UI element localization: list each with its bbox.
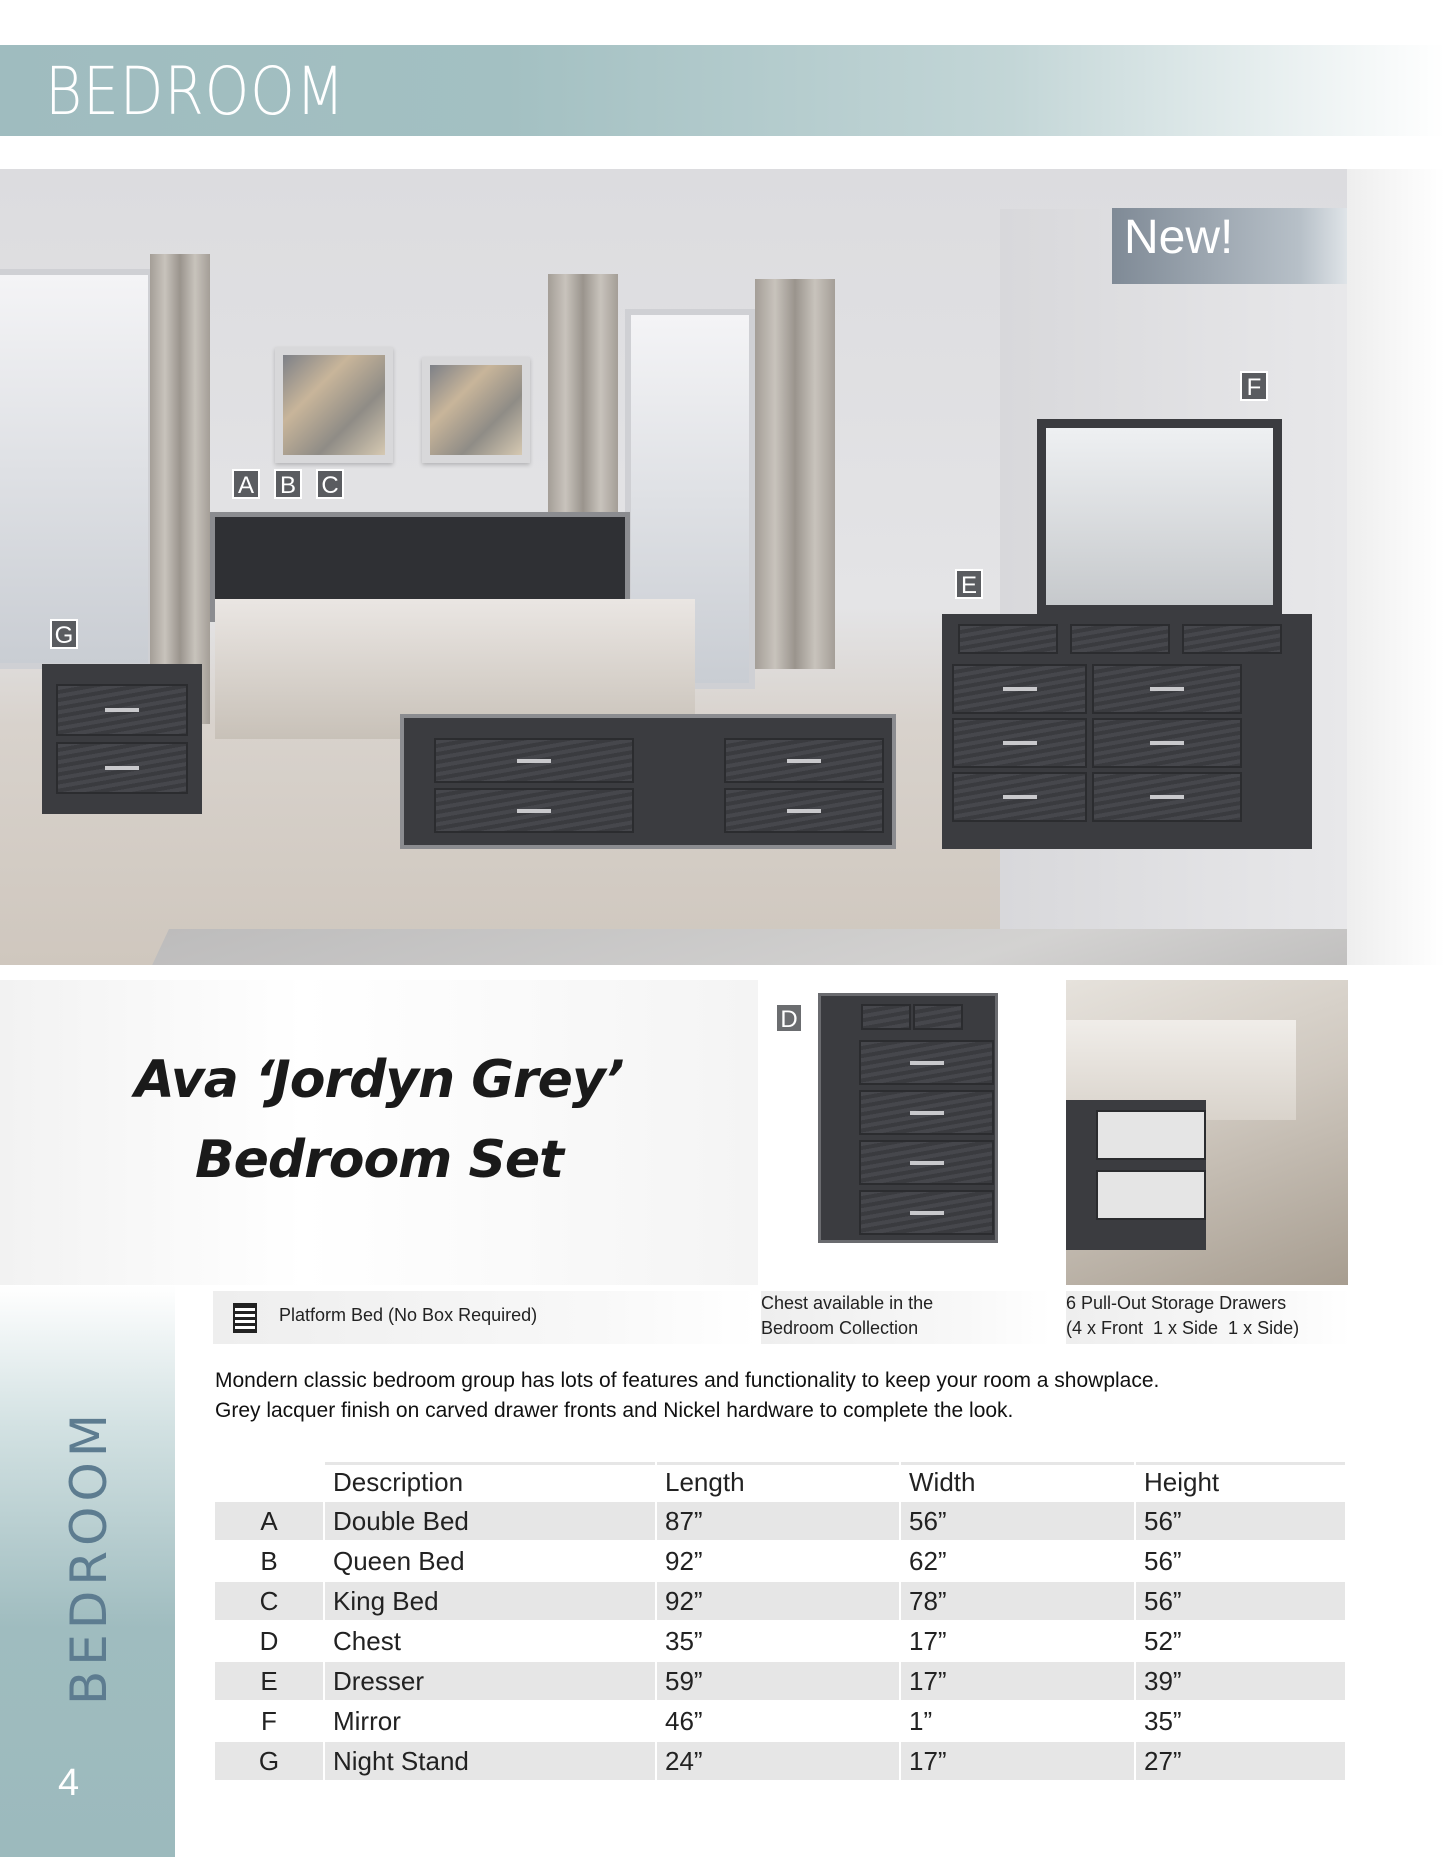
platform-bed-icon bbox=[233, 1303, 257, 1333]
item-letter: B bbox=[215, 1542, 323, 1580]
tag-d: D bbox=[775, 1003, 803, 1033]
item-height: 56” bbox=[1136, 1582, 1345, 1620]
tag-g: G bbox=[50, 619, 78, 649]
item-height: 27” bbox=[1136, 1742, 1345, 1780]
feature-drawers-line2: (4 x Front 1 x Side 1 x Side) bbox=[1066, 1318, 1300, 1338]
room-photo bbox=[0, 169, 1347, 965]
table-row bbox=[215, 1582, 1345, 1620]
item-width: 17” bbox=[901, 1622, 1134, 1660]
storage-drawers-image bbox=[1066, 980, 1348, 1285]
chest bbox=[818, 993, 998, 1243]
item-height: 39” bbox=[1136, 1662, 1345, 1700]
item-description: King Bed bbox=[325, 1582, 655, 1620]
item-width: 78” bbox=[901, 1582, 1134, 1620]
feature-chest-line2: Bedroom Collection bbox=[761, 1318, 919, 1338]
item-description: Night Stand bbox=[325, 1742, 655, 1780]
item-width: 56” bbox=[901, 1502, 1134, 1540]
wall-art bbox=[275, 347, 393, 463]
item-width: 1” bbox=[901, 1702, 1134, 1740]
feature-chest bbox=[761, 1291, 1051, 1344]
bed-footboard bbox=[400, 714, 896, 849]
feature-drawers bbox=[1066, 1291, 1351, 1344]
table-row bbox=[215, 1622, 1345, 1660]
item-letter: G bbox=[215, 1742, 323, 1780]
table-row bbox=[215, 1542, 1345, 1580]
chest-image bbox=[758, 983, 1042, 1285]
header-width: Width bbox=[901, 1462, 1134, 1500]
item-height: 52” bbox=[1136, 1622, 1345, 1660]
window-left bbox=[0, 269, 154, 669]
tag-f: F bbox=[1240, 371, 1268, 401]
item-length: 46” bbox=[657, 1702, 899, 1740]
wall-art bbox=[422, 357, 530, 463]
item-letter: F bbox=[215, 1702, 323, 1740]
header-description: Description bbox=[325, 1462, 655, 1500]
item-description: Mirror bbox=[325, 1702, 655, 1740]
table-row bbox=[215, 1702, 1345, 1740]
tag-c: C bbox=[316, 469, 344, 499]
curtain bbox=[150, 254, 210, 724]
item-description: Queen Bed bbox=[325, 1542, 655, 1580]
tag-b: B bbox=[274, 469, 302, 499]
item-width: 62” bbox=[901, 1542, 1134, 1580]
nightstand bbox=[42, 664, 202, 814]
section-header bbox=[0, 45, 1445, 136]
table-row bbox=[215, 1662, 1345, 1700]
table-header-row bbox=[215, 1462, 1345, 1500]
item-description: Dresser bbox=[325, 1662, 655, 1700]
item-length: 24” bbox=[657, 1742, 899, 1780]
section-title: BEDROOM bbox=[45, 53, 346, 130]
feature-chest-line1: Chest available in the bbox=[761, 1293, 934, 1313]
sidebar-section-label: BEDROOM bbox=[60, 1409, 118, 1705]
item-description: Double Bed bbox=[325, 1502, 655, 1540]
rug bbox=[71, 929, 1347, 965]
product-title-line1: Ava ‘Jordyn Grey’ bbox=[134, 1050, 624, 1110]
item-letter: D bbox=[215, 1622, 323, 1660]
photo-edge bbox=[1347, 169, 1445, 965]
item-length: 92” bbox=[657, 1582, 899, 1620]
description-line2: Grey lacquer finish on carved drawer fronts and Nickel hardware to complete the look. bbox=[215, 1399, 1014, 1422]
item-description: Chest bbox=[325, 1622, 655, 1660]
header-length: Length bbox=[657, 1462, 899, 1500]
page-number: 4 bbox=[58, 1762, 80, 1804]
item-letter: A bbox=[215, 1502, 323, 1540]
feature-platform bbox=[213, 1291, 758, 1344]
tag-a: A bbox=[232, 469, 260, 499]
item-height: 56” bbox=[1136, 1542, 1345, 1580]
dimensions-table bbox=[213, 1460, 1347, 1782]
item-width: 17” bbox=[901, 1662, 1134, 1700]
feature-drawers-line1: 6 Pull-Out Storage Drawers bbox=[1066, 1293, 1287, 1313]
table-row bbox=[215, 1502, 1345, 1540]
item-width: 17” bbox=[901, 1742, 1134, 1780]
product-description bbox=[215, 1366, 1159, 1426]
item-length: 87” bbox=[657, 1502, 899, 1540]
item-letter: C bbox=[215, 1582, 323, 1620]
product-title-line2: Bedroom Set bbox=[194, 1130, 564, 1190]
header-height: Height bbox=[1136, 1462, 1345, 1500]
mirror bbox=[1037, 419, 1282, 614]
new-badge: New! bbox=[1112, 208, 1347, 284]
item-letter: E bbox=[215, 1662, 323, 1700]
feature-platform-text: Platform Bed (No Box Required) bbox=[279, 1305, 538, 1325]
item-height: 56” bbox=[1136, 1502, 1345, 1540]
curtain bbox=[755, 279, 835, 669]
description-line1: Mondern classic bedroom group has lots of features and functionality to keep your room a showplace. bbox=[215, 1369, 1160, 1392]
dresser bbox=[942, 614, 1312, 849]
item-length: 35” bbox=[657, 1622, 899, 1660]
item-length: 92” bbox=[657, 1542, 899, 1580]
item-length: 59” bbox=[657, 1662, 899, 1700]
item-height: 35” bbox=[1136, 1702, 1345, 1740]
table-row bbox=[215, 1742, 1345, 1780]
tag-e: E bbox=[955, 569, 983, 599]
